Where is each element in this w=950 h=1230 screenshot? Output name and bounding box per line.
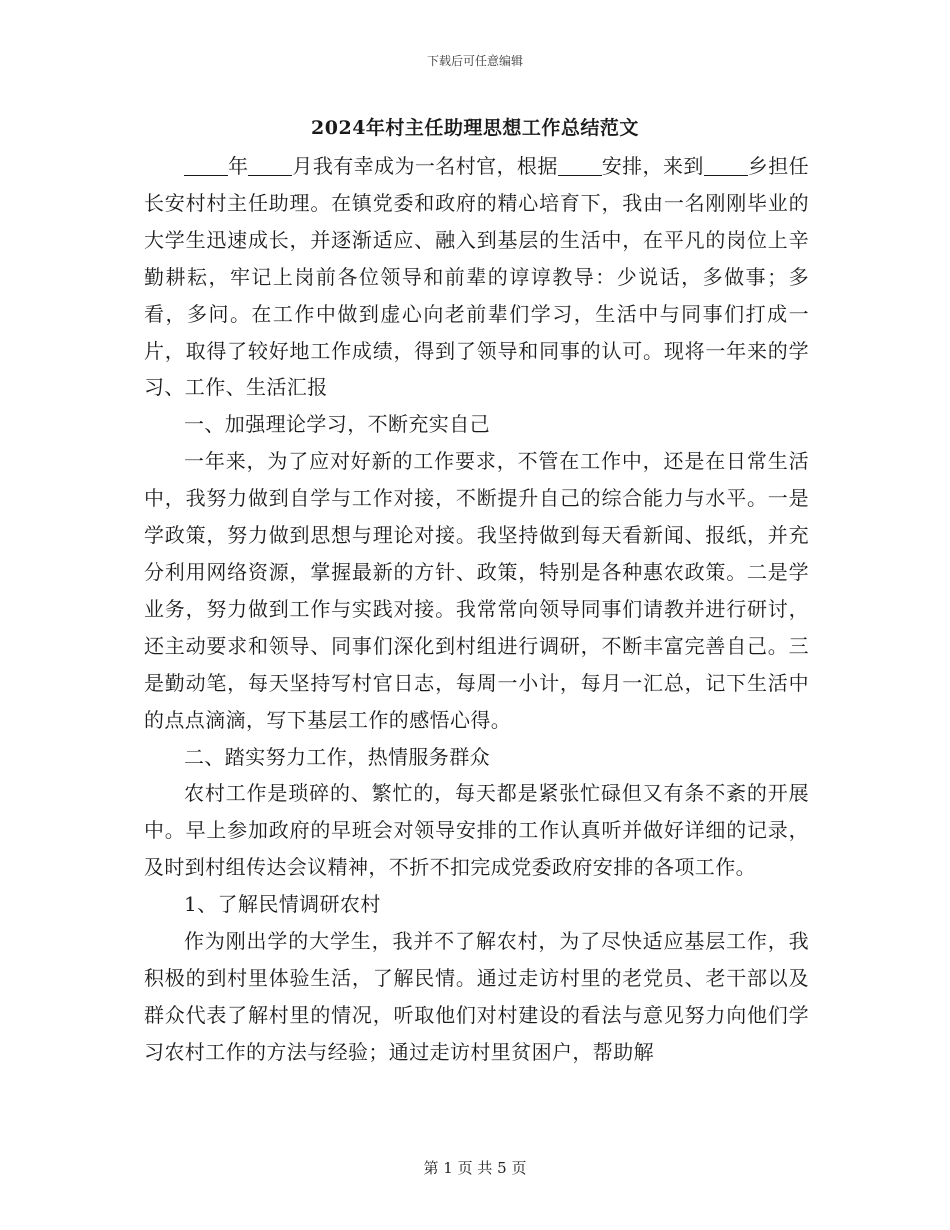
section-paragraph: 农村工作是琐碎的、繁忙的，每天都是紧张忙碌但又有条不紊的开展中。早上参加政府的早班会对领导安排的工作认真听并做好详细的记录，及时到村组传达会议精神，不折不扣完成党委政府安排的各项工作。: [144, 781, 809, 880]
page-number: 第 1 页 共 5 页: [423, 1159, 527, 1177]
section-heading: 二、踏实努力工作，热情服务群众: [184, 744, 490, 769]
blank-line: [184, 155, 228, 176]
intro-text-2: 月我有幸成为一名村官，根据: [292, 154, 558, 178]
document-title: 2024年村主任助理思想工作总结范文: [311, 117, 639, 139]
page-header-note: 下载后可任意编辑: [426, 54, 523, 68]
blank-line: [248, 155, 292, 176]
subsection-paragraph: 作为刚出学的大学生，我并不了解农村，为了尽快适应基层工作，我积极的到村里体验生活，了解民情。通过走访村里的老党员、老干部以及群众代表了解村里的情况，听取他们对村建设的看法与意见努力向他们学习农村工作的方法与经验；通过走访村里贫困户，帮助解: [144, 929, 809, 1064]
subsection-heading: 1、了解民情调研农村: [184, 892, 381, 917]
blank-line: [558, 155, 602, 176]
intro-text-4: 乡担任长安村村主任助理。在镇党委和政府的精心培育下，我由一名刚刚毕业的大学生迅速成长，并逐渐适应、融入到基层的生活中，在平凡的岗位上辛勤耕耘，牢记上岗前各位领导和前辈的谆谆教导：少说话，多做事；多看，多问。在工作中做到虚心向老前辈们学习，生活中与同事们打成一片，取得了较好地工作成绩，得到了领导和同事的认可。现将一年来的学习、工作、生活汇报: [144, 154, 810, 400]
intro-text-3: 安排，来到: [601, 154, 704, 178]
intro-paragraph: [144, 148, 809, 406]
document-body: [144, 148, 809, 1071]
intro-text-1: 年: [228, 154, 249, 178]
section-paragraph: 一年来，为了应对好新的工作要求，不管在工作中，还是在日常生活中，我努力做到自学与工作对接，不断提升自己的综合能力与水平。一是学政策，努力做到思想与理论对接。我坚持做到每天看新闻、报纸，并充分利用网络资源，掌握最新的方针、政策，特别是各种惠农政策。二是学业务，努力做到工作与实践对接。我常常向领导同事们请教并进行研讨，还主动要求和领导、同事们深化到村组进行调研，不断丰富完善自己。三是勤动笔，每天坚持写村官日志，每周一小计，每月一汇总，记下生活中的点点滴滴，写下基层工作的感悟心得。: [144, 449, 809, 732]
blank-line: [704, 155, 748, 176]
section-heading: 一、加强理论学习，不断充实自己: [184, 412, 490, 437]
